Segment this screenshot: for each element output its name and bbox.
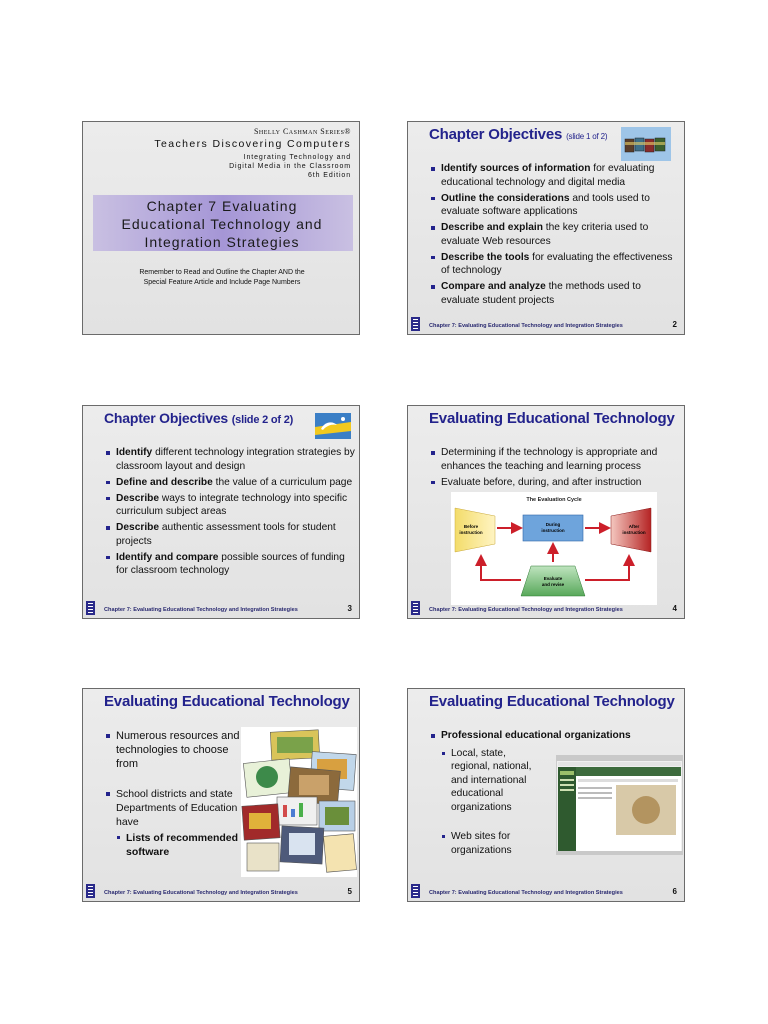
list-item: Numerous resources and technologies to choose from bbox=[104, 729, 246, 771]
list-item: Describe authentic assessment tools for student projects bbox=[104, 521, 358, 548]
slide-title: Chapter Objectives (slide 1 of 2) bbox=[429, 126, 608, 143]
series-label: Shelly Cashman Series® bbox=[253, 127, 351, 136]
slide-title: Chapter Objectives (slide 2 of 2) bbox=[104, 410, 294, 426]
evaluation-cycle-diagram bbox=[451, 492, 657, 605]
slide-5-evaluating bbox=[82, 688, 360, 902]
list-item: Lists of recommended software bbox=[116, 831, 246, 859]
list-item: Determining if the technology is appropriate and enhances the teaching and learning process bbox=[429, 446, 683, 473]
list-item: Describe ways to integrate technology into specific curriculum subject areas bbox=[104, 492, 358, 519]
slide-footer: Chapter 7: Evaluating Educational Technology and Integration Strategies 2 bbox=[408, 312, 684, 334]
list-item: Professional educational organizations Local, state, regional, national, and international educational organizations Web sites for organizations bbox=[429, 729, 679, 857]
slide-1-title bbox=[82, 121, 360, 335]
publisher-logo-icon bbox=[86, 601, 95, 615]
slide-number: 3 bbox=[347, 604, 352, 613]
svg-text:During: During bbox=[545, 522, 561, 527]
slide-number: 2 bbox=[672, 320, 677, 329]
list-item: Describe and explain the key criteria used to evaluate Web resources bbox=[429, 221, 679, 248]
list-item: Identify sources of information for evaluating educational technology and digital media bbox=[429, 162, 679, 189]
list-item: Define and describe the value of a curriculum page bbox=[104, 476, 358, 490]
slide-6-evaluating bbox=[407, 688, 685, 902]
svg-text:instruction: instruction bbox=[622, 530, 646, 535]
word-blocks-icon bbox=[621, 127, 671, 161]
slide-title: Evaluating Educational Technology bbox=[104, 693, 350, 710]
publisher-logo-icon bbox=[411, 317, 420, 331]
slide-footer: Chapter 7: Evaluating Educational Technology and Integration Strategies 4 bbox=[408, 596, 684, 618]
diagram-title: The Evaluation Cycle bbox=[526, 497, 582, 503]
evaluate-shape bbox=[521, 566, 585, 596]
book-title: Teachers Discovering Computers bbox=[154, 138, 351, 150]
reading-note: Remember to Read and Outline the Chapter AND the Special Feature Article and Include Page Numbers bbox=[139, 269, 305, 286]
slide-footer: Chapter 7: Evaluating Educational Technology and Integration Strategies 5 bbox=[83, 879, 359, 901]
list-item: Evaluate before, during, and after instruction bbox=[429, 476, 683, 490]
bullet-list bbox=[429, 446, 683, 492]
publisher-logo-icon bbox=[411, 601, 420, 615]
svg-text:Evaluate: Evaluate bbox=[543, 576, 563, 581]
software-collage-image bbox=[241, 727, 357, 877]
slide-number: 5 bbox=[347, 887, 352, 896]
publisher-logo-icon bbox=[86, 884, 95, 898]
slide-3-objectives bbox=[82, 405, 360, 619]
publisher-logo-icon bbox=[411, 884, 420, 898]
svg-text:instruction: instruction bbox=[541, 528, 565, 533]
slide-footer: Chapter 7: Evaluating Educational Technology and Integration Strategies 3 bbox=[83, 596, 359, 618]
slide-2-objectives bbox=[407, 121, 685, 335]
slide-title: Evaluating Educational Technology bbox=[429, 693, 675, 710]
slide-footer: Chapter 7: Evaluating Educational Technology and Integration Strategies 6 bbox=[408, 879, 684, 901]
book-subtitle: Integrating Technology and Digital Media in the Classroom 6th Edition bbox=[229, 154, 351, 179]
organization-website-screenshot bbox=[556, 755, 683, 855]
slide-title: Evaluating Educational Technology bbox=[429, 410, 675, 427]
svg-text:instruction: instruction bbox=[459, 530, 483, 535]
svg-text:Before: Before bbox=[463, 524, 479, 529]
objective-list bbox=[104, 446, 358, 580]
objective-list bbox=[429, 162, 679, 310]
svg-text:and revise: and revise bbox=[541, 582, 565, 587]
list-item: Compare and analyze the methods used to evaluate student projects bbox=[429, 280, 679, 307]
flag-icon bbox=[315, 413, 351, 439]
list-item: Describe the tools for evaluating the effectiveness of technology bbox=[429, 251, 679, 278]
list-item: Local, state, regional, national, and international educational organizations bbox=[441, 747, 539, 815]
list-item: Identify and compare possible sources of funding for classroom technology bbox=[104, 551, 358, 578]
chapter-title: Chapter 7 Evaluating Educational Technology and Integration Strategies bbox=[121, 198, 323, 250]
slide-number: 4 bbox=[672, 604, 677, 613]
slide-4-evaluating bbox=[407, 405, 685, 619]
svg-text:After: After bbox=[628, 524, 640, 529]
list-item: Identify different technology integration strategies by classroom layout and design bbox=[104, 446, 358, 473]
list-item: Outline the considerations and tools used to evaluate software applications bbox=[429, 192, 679, 219]
slide-number: 6 bbox=[672, 887, 677, 896]
bullet-list bbox=[104, 729, 246, 862]
list-item: Web sites for organizations bbox=[441, 830, 539, 857]
list-item: School districts and state Departments of Education have Lists of recommended software bbox=[104, 787, 246, 859]
